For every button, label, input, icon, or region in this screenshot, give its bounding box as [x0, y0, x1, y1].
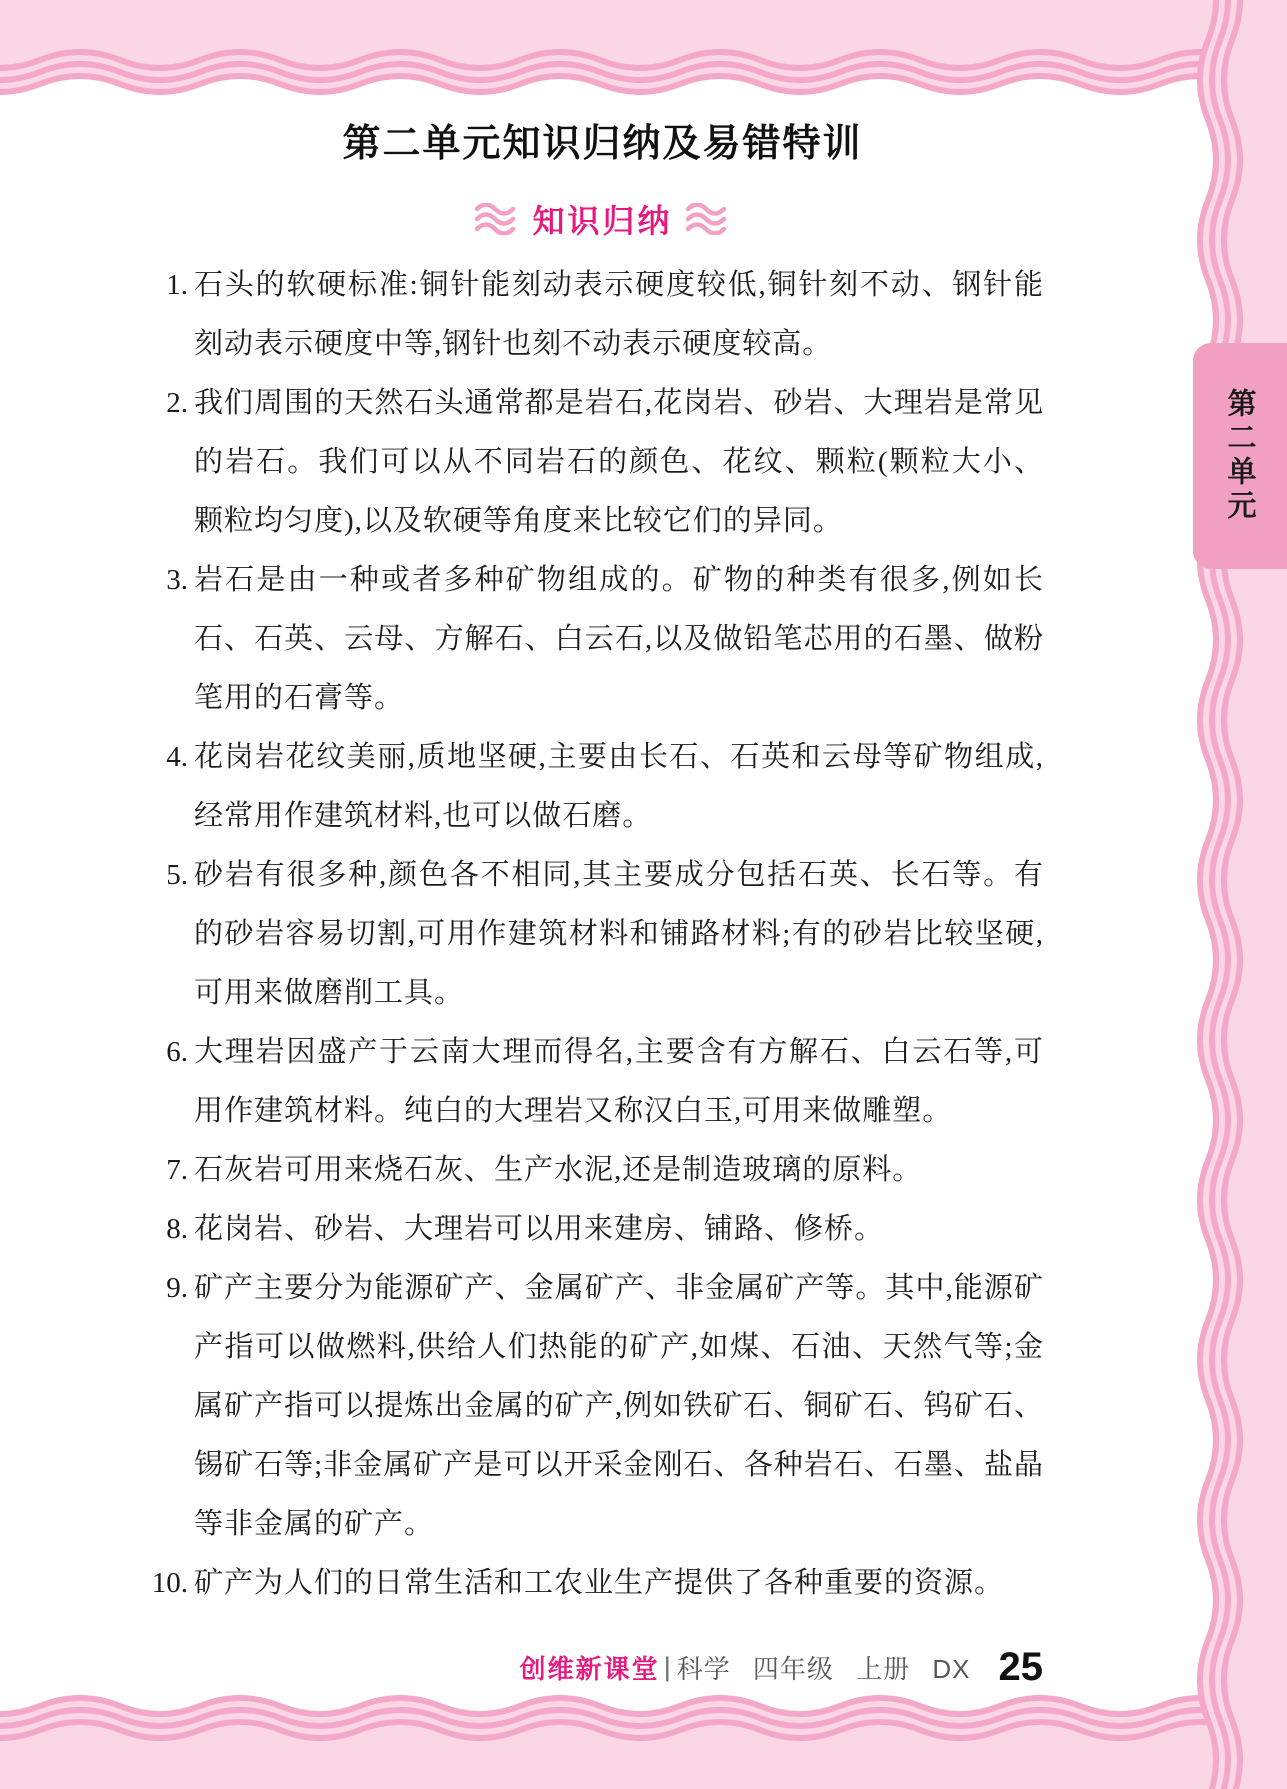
right-wavy-border	[1192, 0, 1287, 1789]
footer-brand: 创维新课堂	[519, 1654, 660, 1684]
list-item-text: 岩石是由一种或者多种矿物组成的。矿物的种类有很多,例如长石、石英、云母、方解石、白云石,以及做铅笔芯用的石墨、做粉笔用的石膏等。	[194, 564, 1044, 714]
list-item	[152, 846, 1044, 1023]
footer-meta: 科学 四年级 上册 DX	[676, 1654, 971, 1684]
list-item-text: 我们周围的天然石头通常都是岩石,花岗岩、砂岩、大理岩是常见的岩石。我们可以从不同岩石的颜色、花纹、颗粒(颗粒大小、颗粒均匀度),以及软硬等角度来比较它们的异同。	[194, 387, 1044, 537]
unit-side-tab-label: 第二单元	[1223, 388, 1256, 524]
list-item-number: 10.	[151, 1567, 188, 1599]
page-title: 第二单元知识归纳及易错特训	[342, 123, 863, 165]
section-badge	[0, 196, 1205, 242]
list-item-number: 6.	[166, 1036, 188, 1068]
list-item	[152, 551, 1044, 728]
list-item-number: 7.	[166, 1154, 188, 1186]
list-item-number: 1.	[166, 269, 188, 301]
list-item-number: 3.	[166, 564, 188, 596]
list-item-text: 砂岩有很多种,颜色各不相同,其主要成分包括石英、长石等。有的砂岩容易切割,可用作建筑材料和铺路材料;有的砂岩比较坚硬,可用来做磨削工具。	[194, 859, 1044, 1009]
page-number: 25	[998, 1645, 1043, 1689]
wave-decoration-left-icon	[474, 203, 520, 235]
list-item-text: 花岗岩花纹美丽,质地坚硬,主要由长石、石英和云母等矿物组成,经常用作建筑材料,也可以做石磨。	[194, 741, 1044, 832]
list-item	[152, 1141, 1044, 1200]
list-item	[152, 1554, 1044, 1613]
list-item-text: 大理岩因盛产于云南大理而得名,主要含有方解石、白云石等,可用作建筑材料。纯白的大理岩又称汉白玉,可用来做雕塑。	[194, 1036, 1044, 1127]
unit-side-tab	[1193, 343, 1287, 569]
list-item-number: 8.	[166, 1213, 188, 1245]
list-item-text: 石头的软硬标准:铜针能刻动表示硬度较低,铜针刻不动、钢针能刻动表示硬度中等,钢针也刻不动表示硬度较高。	[194, 269, 1044, 360]
list-item-number: 2.	[166, 387, 188, 419]
list-item	[152, 728, 1044, 846]
list-item	[152, 1200, 1044, 1259]
list-item	[152, 374, 1044, 551]
bottom-wavy-border	[0, 1694, 1287, 1789]
footer-separator: |	[663, 1652, 671, 1682]
wave-decoration-right-icon	[685, 203, 731, 235]
list-item	[152, 1023, 1044, 1141]
top-wavy-border	[0, 0, 1287, 95]
list-item-number: 4.	[166, 741, 188, 773]
list-item-number: 9.	[166, 1272, 188, 1304]
list-item	[152, 256, 1044, 374]
section-badge-label: 知识归纳	[532, 203, 673, 239]
list-item-number: 5.	[166, 859, 188, 891]
list-item-text: 石灰岩可用来烧石灰、生产水泥,还是制造玻璃的原料。	[194, 1154, 923, 1186]
list-item-text: 矿产为人们的日常生活和工农业生产提供了各种重要的资源。	[194, 1567, 1005, 1599]
knowledge-list	[152, 256, 1044, 1613]
list-item-text: 矿产主要分为能源矿产、金属矿产、非金属矿产等。其中,能源矿产指可以做燃料,供给人们热能的矿产,如煤、石油、天然气等;金属矿产指可以提炼出金属的矿产,例如铁矿石、铜矿石、钨矿石、锡矿石等;非金属矿产是可以开采金刚石、各种岩石、石墨、盐晶等非金属的矿产。	[194, 1272, 1044, 1540]
list-item-text: 花岗岩、砂岩、大理岩可以用来建房、铺路、修桥。	[194, 1213, 885, 1245]
page-footer	[0, 1645, 1043, 1690]
list-item	[152, 1259, 1044, 1554]
